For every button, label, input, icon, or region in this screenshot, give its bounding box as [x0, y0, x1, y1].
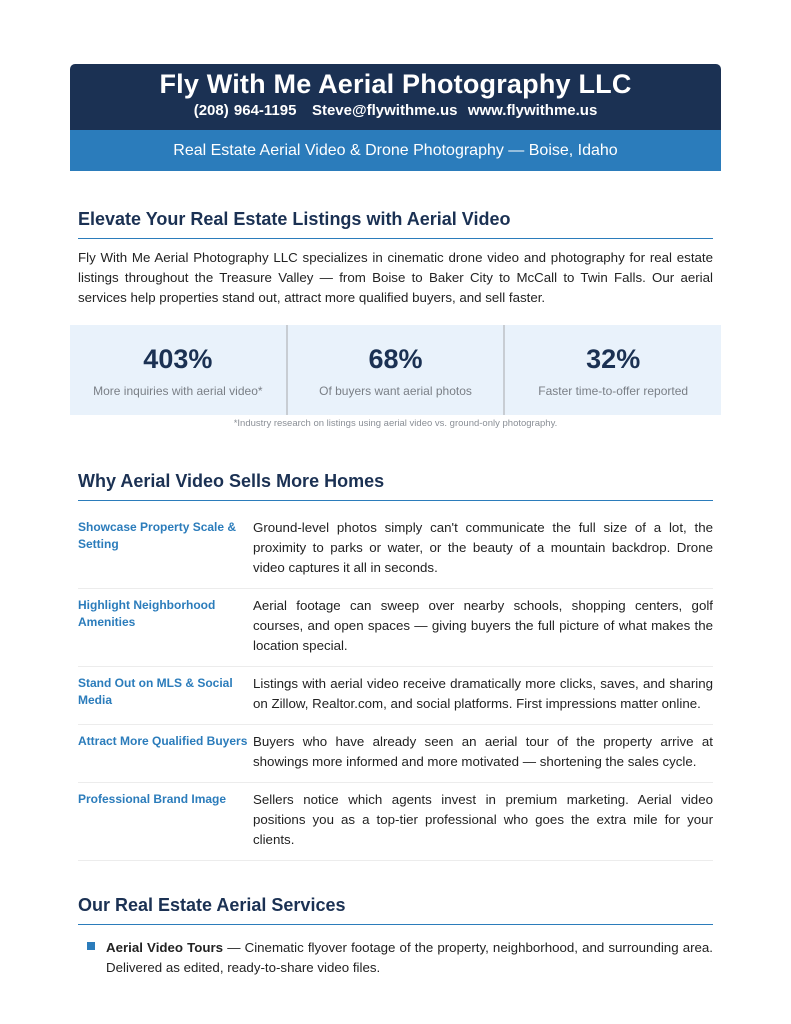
- stat-label: Of buyers want aerial photos: [319, 384, 472, 398]
- company-name: Fly With Me Aerial Photography LLC: [159, 69, 632, 99]
- benefit-row: [78, 725, 713, 783]
- stat-value: 403%: [143, 344, 213, 374]
- benefit-text: Sellers notice which agents invest in premium marketing. Aerial video positions you as a top-tier professional who goes the extra mile for your clients.: [253, 792, 713, 847]
- benefit-row: [78, 511, 713, 589]
- service-name: Aerial Video Tours: [106, 940, 224, 955]
- benefit-row: [78, 783, 713, 861]
- contact-line: [70, 101, 721, 121]
- service-description: — Cinematic flyover footage of the property, neighborhood, and surrounding area. Delivered as edited, ready-to-share video files.: [106, 940, 713, 975]
- services-list: [78, 938, 713, 978]
- tagline-banner: Real Estate Aerial Video & Drone Photography — Boise, Idaho: [70, 130, 721, 171]
- benefit-text: Aerial footage can sweep over nearby schools, shopping centers, golf courses, and open spaces — giving buyers the full picture of what makes the location special.: [253, 598, 713, 653]
- stat-buyers: [286, 325, 504, 415]
- section-title-services: Our Real Estate Aerial Services: [78, 895, 713, 925]
- benefit-text: Listings with aerial video receive dramatically more clicks, saves, and sharing on Zillow, Realtor.com, and social platforms. First impressions matter online.: [253, 676, 713, 711]
- benefits-table: [78, 511, 713, 861]
- square-bullet-icon: [87, 942, 95, 950]
- section-title-elevate: Elevate Your Real Estate Listings with Aerial Video: [78, 209, 713, 239]
- benefit-title: Showcase Property Scale & Setting: [78, 520, 237, 551]
- benefit-text: Ground-level photos simply can't communicate the full size of a lot, the proximity to parks or water, or the beauty of a mountain backdrop. Drone video captures it all in seconds.: [253, 520, 713, 575]
- benefit-title: Highlight Neighborhood Amenities: [78, 598, 216, 629]
- stat-label: More inquiries with aerial video*: [93, 384, 263, 398]
- stat-value: 32%: [586, 344, 641, 374]
- stat-value: 68%: [368, 344, 423, 374]
- phone-number[interactable]: (208) 964-1195: [193, 102, 297, 119]
- header-banner: [70, 64, 721, 130]
- email-link[interactable]: Steve@flywithme.us: [311, 102, 458, 119]
- website-link[interactable]: www.flywithme.us: [467, 102, 598, 119]
- benefit-row: [78, 667, 713, 725]
- stats-panel: [70, 325, 721, 415]
- service-item: [78, 938, 713, 978]
- section-title-why: Why Aerial Video Sells More Homes: [78, 471, 713, 501]
- benefit-title: Stand Out on MLS & Social Media: [78, 676, 233, 707]
- benefit-row: [78, 589, 713, 667]
- stats-footnote: *Industry research on listings using aerial video vs. ground-only photography.: [233, 418, 558, 429]
- stat-inquiries: [70, 325, 286, 415]
- content: [70, 209, 721, 978]
- benefit-title: Attract More Qualified Buyers: [78, 734, 248, 748]
- stat-time-to-offer: [503, 325, 721, 415]
- benefit-text: Buyers who have already seen an aerial tour of the property arrive at showings more informed and more motivated — shortening the sales cycle.: [253, 734, 713, 769]
- intro-paragraph: Fly With Me Aerial Photography LLC specializes in cinematic drone video and photography for real estate listings throughout the Treasure Valley — from Boise to Baker City to McCall to Twin Falls. Our aerial services help properties stand out, attract more qualified buyers, and sell faster.: [78, 250, 713, 305]
- benefit-title: Professional Brand Image: [78, 792, 227, 806]
- stat-label: Faster time-to-offer reported: [538, 384, 689, 398]
- flyer-page: [70, 64, 721, 978]
